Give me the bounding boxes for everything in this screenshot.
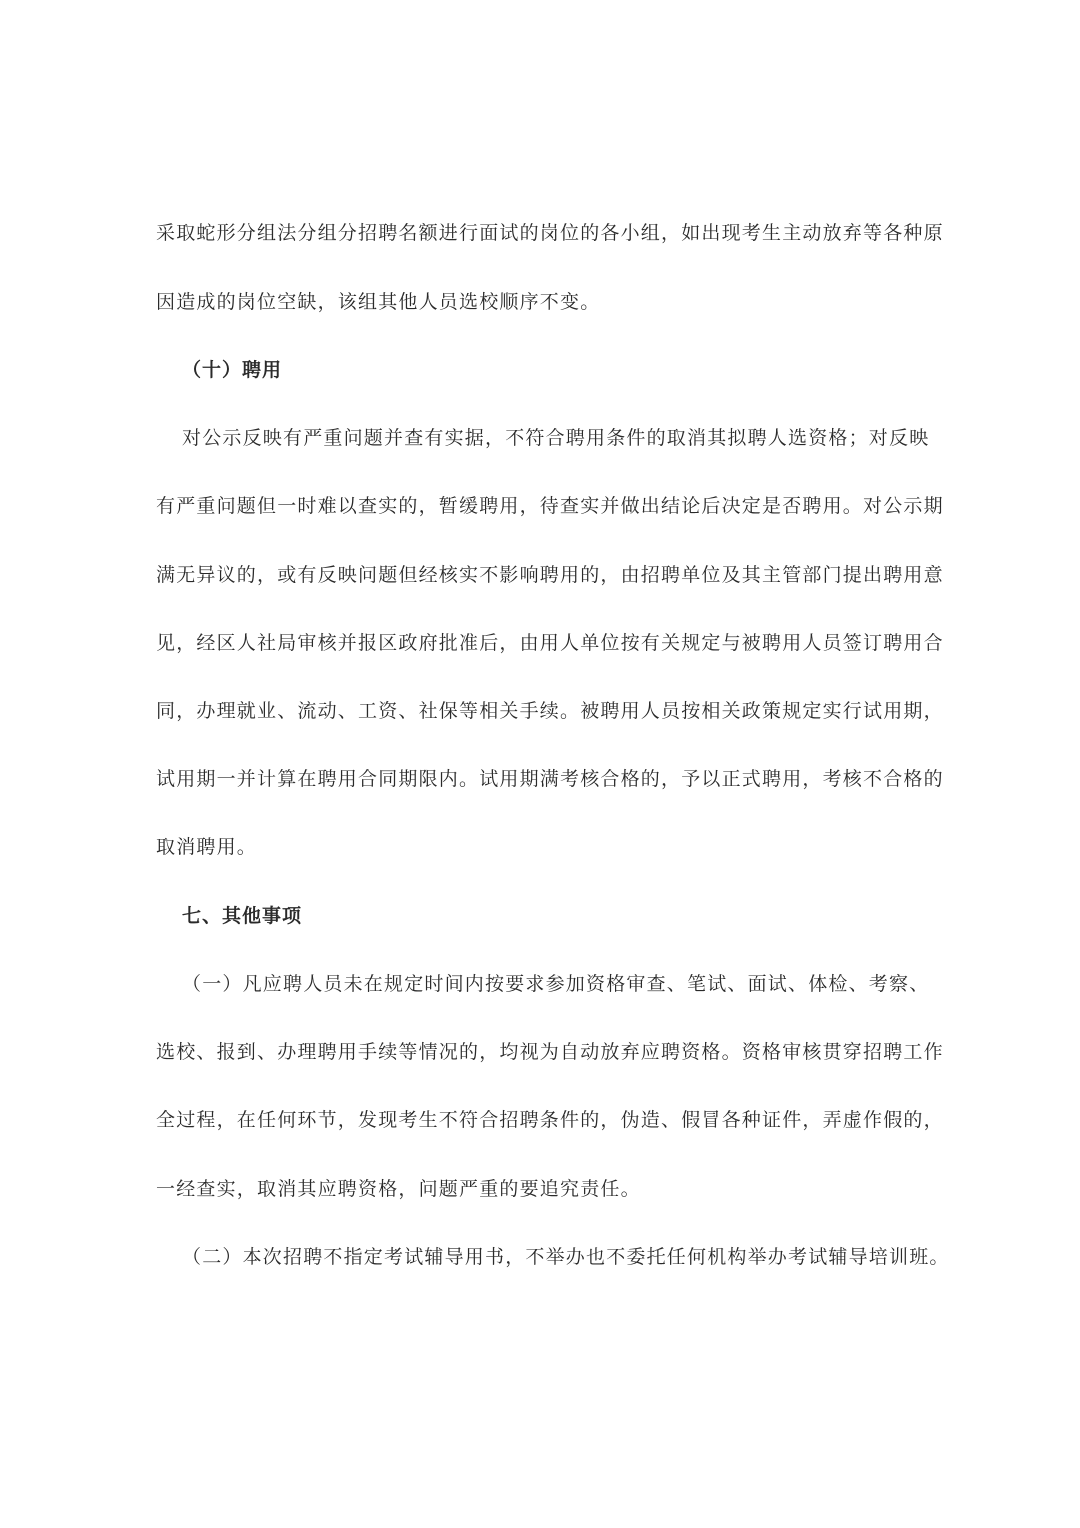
paragraph-line: 因造成的岗位空缺，该组其他人员选校顺序不变。 [156, 291, 601, 313]
paragraph-line: 一经查实，取消其应聘资格，问题严重的要追究责任。 [156, 1178, 641, 1200]
paragraph-line: 取消聘用。 [156, 836, 258, 858]
section-heading: 七、其他事项 [182, 905, 303, 927]
paragraph-line: 采取蛇形分组法分组分招聘名额进行面试的岗位的各小组，如出现考生主动放弃等各种原 [156, 222, 944, 244]
paragraph-line: 满无异议的，或有反映问题但经核实不影响聘用的，由招聘单位及其主管部门提出聘用意 [156, 564, 944, 586]
paragraph-line: 全过程，在任何环节，发现考生不符合招聘条件的，伪造、假冒各种证件，弄虚作假的， [156, 1109, 944, 1131]
paragraph-line: 见，经区人社局审核并报区政府批准后，由用人单位按有关规定与被聘用人员签订聘用合 [156, 632, 944, 654]
paragraph-line: 选校、报到、办理聘用手续等情况的，均视为自动放弃应聘资格。资格审核贯穿招聘工作 [156, 1041, 944, 1063]
paragraph-line: 试用期一并计算在聘用合同期限内。试用期满考核合格的，予以正式聘用，考核不合格的 [156, 768, 944, 790]
paragraph-line: 对公示反映有严重问题并查有实据，不符合聘用条件的取消其拟聘人选资格；对反映 [182, 427, 930, 449]
section-heading: （十）聘用 [182, 359, 283, 381]
paragraph-line: 有严重问题但一时难以查实的，暂缓聘用，待查实并做出结论后决定是否聘用。对公示期 [156, 495, 944, 517]
paragraph-line: （一）凡应聘人员未在规定时间内按要求参加资格审查、笔试、面试、体检、考察、 [182, 973, 930, 995]
paragraph-line: （二）本次招聘不指定考试辅导用书，不举办也不委托任何机构举办考试辅导培训班。 [182, 1246, 950, 1268]
paragraph-line: 同，办理就业、流动、工资、社保等相关手续。被聘用人员按相关政策规定实行试用期， [156, 700, 944, 722]
